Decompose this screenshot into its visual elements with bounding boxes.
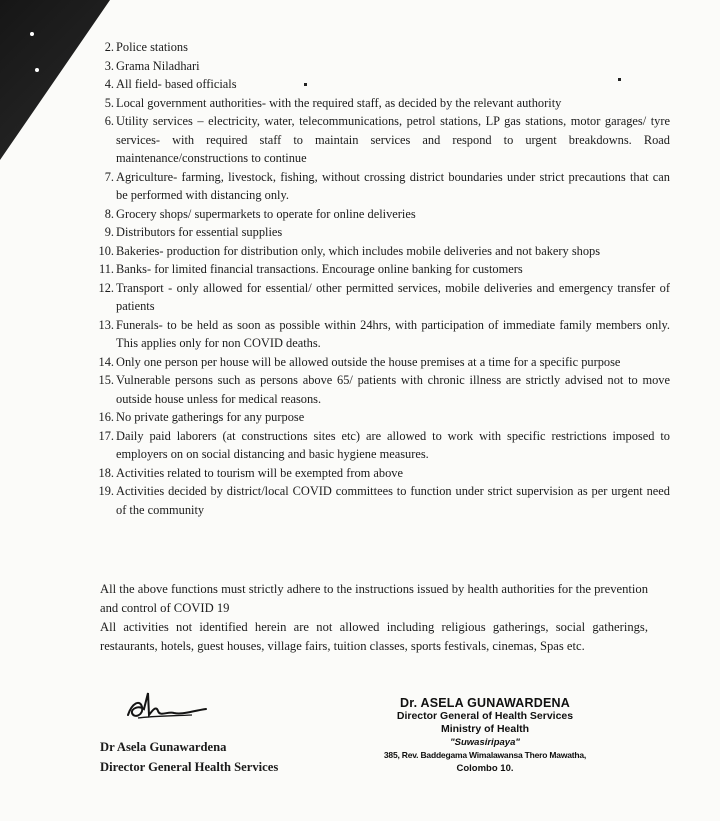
- item-text: Funerals- to be held as soon as possible within 24hrs, with participation of immediate family members only. This applies only for non COVID deaths.: [116, 317, 670, 350]
- list-item: [90, 168, 670, 205]
- list-item: [90, 75, 670, 94]
- item-number: 12.: [98, 280, 114, 295]
- stamp-street: 385, Rev. Baddegama Wimalawansa Thero Mawatha,: [383, 750, 587, 760]
- item-text: Banks- for limited financial transactions. Encourage online banking for customers: [116, 262, 523, 276]
- stamp-name: Dr. ASELA GUNAWARDENA: [400, 696, 570, 710]
- list-item: [90, 353, 670, 372]
- item-number: 2.: [104, 40, 114, 54]
- item-number: 17.: [98, 428, 114, 443]
- item-number: 15.: [98, 373, 114, 387]
- item-text: Bakeries- production for distribution only, which includes mobile deliveries and not bakery shops: [116, 243, 601, 258]
- item-text: Activities decided by district/local COVID committees to function under strict supervision as per urgent need of the community: [116, 484, 670, 517]
- item-number: 7.: [104, 169, 114, 184]
- item-number: 14.: [98, 354, 114, 369]
- handwritten-signature: [122, 685, 212, 725]
- item-text: Agriculture- farming, livestock, fishing, without crossing district boundaries under strict precautions that can be performed with distancing only.: [116, 169, 670, 202]
- item-text: Police stations: [116, 40, 188, 54]
- item-text: Transport - only allowed for essential/ other permitted services, mobile deliveries and emergency transfer of patients: [116, 280, 670, 313]
- list-item: [90, 223, 670, 242]
- item-number: 5.: [104, 95, 114, 110]
- item-text: Vulnerable persons such as persons above 65/ patients with chronic illness are strictly advised not to move outside house unless for medical reasons.: [116, 373, 670, 406]
- list-item: [90, 371, 670, 408]
- list-item: [90, 279, 670, 316]
- list-item: [90, 112, 670, 168]
- signature-block: [100, 705, 330, 777]
- list-item: [90, 242, 670, 261]
- closing-paragraph-adherence: All the above functions must strictly adhere to the instructions issued by health authorities for the prevention and control of COVID 19: [100, 582, 648, 615]
- stamp-building: "Suwasiripaya": [450, 737, 520, 748]
- item-text: Grocery shops/ supermarkets to operate for online deliveries: [116, 206, 416, 221]
- corner-dot: [35, 68, 39, 72]
- list-item: [90, 94, 670, 113]
- item-text: Local government authorities- with the required staff, as decided by the relevant authority: [116, 95, 562, 110]
- list-item: [90, 57, 670, 76]
- stamp-ministry: Ministry of Health: [440, 723, 530, 735]
- item-number: 8.: [104, 206, 114, 221]
- item-number: 6.: [104, 114, 114, 128]
- stamp-city: Colombo 10.: [456, 763, 514, 774]
- item-text: Daily paid laborers (at constructions sites etc) are allowed to work with specific restrictions imposed to employers on on social distancing and basic hygiene measures.: [116, 428, 670, 461]
- list-item: [90, 482, 670, 519]
- item-number: 18.: [98, 465, 114, 480]
- official-stamp: [360, 697, 610, 775]
- item-number: 3.: [104, 58, 114, 73]
- list-item: [90, 260, 670, 279]
- list-item: [90, 205, 670, 224]
- corner-dot: [30, 32, 34, 36]
- list-item: [90, 316, 670, 353]
- signatory-name: Dr Asela Gunawardena: [100, 740, 227, 754]
- item-number: 13.: [98, 317, 114, 332]
- stamp-designation: Director General of Health Services: [396, 710, 574, 722]
- list-item: [90, 38, 670, 57]
- item-number: 9.: [104, 225, 114, 239]
- signatory-title: Director General Health Services: [100, 760, 279, 774]
- item-number: 4.: [104, 77, 114, 91]
- item-text: No private gatherings for any purpose: [116, 410, 305, 424]
- closing-notes: [100, 580, 648, 656]
- item-text: All field- based officials: [116, 77, 237, 91]
- item-number: 11.: [98, 262, 114, 276]
- list-item: [90, 408, 670, 427]
- item-number: 16.: [98, 410, 114, 424]
- closing-paragraph-prohibited: All activities not identified herein are not allowed including religious gatherings, social gatherings, restaurants, hotels, guest houses, village fairs, tuition classes, sports festivals, cinemas, Spas etc.: [100, 620, 648, 653]
- item-number: 10.: [98, 243, 114, 258]
- list-item: [90, 427, 670, 464]
- list-item: [90, 464, 670, 483]
- permitted-activities-list: [90, 38, 670, 519]
- item-text: Grama Niladhari: [116, 58, 200, 73]
- item-text: Utility services – electricity, water, telecommunications, petrol stations, LP gas stations, motor garages/ tyre services- with required staff to maintain services and respond to urgent breakdowns. Road maintenance/constructions to continue: [116, 114, 670, 165]
- item-text: Only one person per house will be allowed outside the house premises at a time for a specific purpose: [116, 354, 621, 369]
- item-number: 19.: [98, 484, 114, 498]
- item-text: Activities related to tourism will be exempted from above: [116, 465, 403, 480]
- item-text: Distributors for essential supplies: [116, 225, 283, 239]
